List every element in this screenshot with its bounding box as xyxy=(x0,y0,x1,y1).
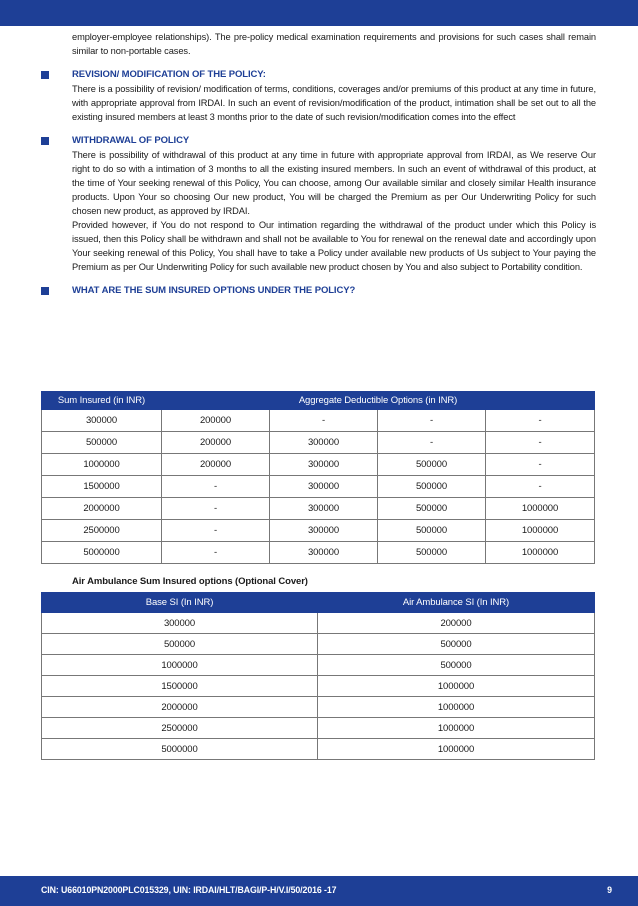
table-cell: 2500000 xyxy=(42,520,162,542)
table-cell: 200000 xyxy=(318,613,595,634)
air-ambulance-table xyxy=(41,592,595,760)
table-cell: 1000000 xyxy=(42,454,162,476)
document-body xyxy=(0,30,638,298)
table-cell: 200000 xyxy=(162,432,270,454)
table-cell: 1000000 xyxy=(318,718,595,739)
revision-paragraph: There is a possibility of revision/ modification of terms, conditions, coverages and/or premiums of this product at any time in future, with appropriate approval from IRDAI. In such an event of revision/modification of the product, intimation shall be set out to all the existing insured members at least 3 months prior to the date of such revision/modification comes into the effect xyxy=(72,84,596,122)
withdrawal-heading: WITHDRAWAL OF POLICY xyxy=(72,135,190,146)
table-cell: 5000000 xyxy=(42,739,318,760)
table-row xyxy=(42,454,595,476)
bullet-square-icon xyxy=(41,287,49,295)
table-cell: 1000000 xyxy=(486,542,595,564)
table-cell: 1500000 xyxy=(42,476,162,498)
table-cell: 200000 xyxy=(162,410,270,432)
table-row xyxy=(42,676,595,697)
table-cell: 2000000 xyxy=(42,697,318,718)
page-number: 9 xyxy=(607,885,612,895)
sum-insured-heading: WHAT ARE THE SUM INSURED OPTIONS UNDER THE POLICY? xyxy=(72,285,356,296)
table-row xyxy=(42,410,595,432)
table-cell: 300000 xyxy=(270,520,378,542)
withdrawal-section xyxy=(0,134,638,274)
revision-section xyxy=(0,68,638,124)
table-cell: 1500000 xyxy=(42,676,318,697)
table-row xyxy=(42,697,595,718)
air-ambulance-label: Air Ambulance Sum Insured options (Optional Cover) xyxy=(72,576,308,587)
table-cell: 300000 xyxy=(270,454,378,476)
table-cell: 300000 xyxy=(42,613,318,634)
table-cell: 300000 xyxy=(270,432,378,454)
table-row xyxy=(42,655,595,676)
intro-paragraph: employer-employee relationships). The pre-policy medical examination requirements and provisions for such cases shall remain similar to non-portable cases. xyxy=(72,32,596,56)
sum-insured-table xyxy=(41,391,595,564)
table-cell: - xyxy=(486,476,595,498)
table-cell: 5000000 xyxy=(42,542,162,564)
bullet-square-icon xyxy=(41,137,49,145)
table-cell: 1000000 xyxy=(486,498,595,520)
table-cell: - xyxy=(378,432,486,454)
table-cell: - xyxy=(162,520,270,542)
table-cell: 1000000 xyxy=(318,676,595,697)
table-cell: 500000 xyxy=(378,520,486,542)
table-row xyxy=(42,542,595,564)
table-header-row xyxy=(42,593,595,613)
table-cell: 500000 xyxy=(318,634,595,655)
table-cell: 500000 xyxy=(318,655,595,676)
footer-bar xyxy=(0,876,638,906)
table-cell: 500000 xyxy=(378,498,486,520)
table-cell: 300000 xyxy=(270,498,378,520)
revision-heading: REVISION/ MODIFICATION OF THE POLICY: xyxy=(72,69,266,80)
table-cell: 200000 xyxy=(162,454,270,476)
header-bar xyxy=(0,0,638,26)
table-cell: - xyxy=(162,476,270,498)
table-row xyxy=(42,520,595,542)
table-cell: - xyxy=(486,410,595,432)
table-cell: 2000000 xyxy=(42,498,162,520)
cin-uin-text: CIN: U66010PN2000PLC015329, UIN: IRDAI/HLT/BAGI/P-H/V.I/50/2016 -17 xyxy=(41,885,337,895)
table-cell: 1000000 xyxy=(42,655,318,676)
air-ambulance-si-column-header: Air Ambulance SI (In INR) xyxy=(318,593,595,613)
table-cell: - xyxy=(162,542,270,564)
bullet-square-icon xyxy=(41,71,49,79)
table-cell: 500000 xyxy=(378,542,486,564)
table-cell: - xyxy=(378,410,486,432)
table-row xyxy=(42,634,595,655)
table-cell: 500000 xyxy=(378,476,486,498)
table-row xyxy=(42,476,595,498)
table-row xyxy=(42,613,595,634)
table-cell: 500000 xyxy=(378,454,486,476)
base-si-column-header: Base SI (In INR) xyxy=(42,593,318,613)
table-row xyxy=(42,718,595,739)
table-cell: - xyxy=(486,454,595,476)
table-cell: 300000 xyxy=(42,410,162,432)
table-row xyxy=(42,432,595,454)
table-header-row xyxy=(42,392,595,410)
table-row xyxy=(42,498,595,520)
sum-insured-column-header: Sum Insured (in INR) xyxy=(42,392,162,410)
table-cell: 2500000 xyxy=(42,718,318,739)
deductible-column-header: Aggregate Deductible Options (in INR) xyxy=(162,392,595,410)
table-cell: 300000 xyxy=(270,542,378,564)
table-cell: 300000 xyxy=(270,476,378,498)
table-cell: 1000000 xyxy=(318,739,595,760)
table-cell: 1000000 xyxy=(486,520,595,542)
table-cell: - xyxy=(486,432,595,454)
table-cell: - xyxy=(270,410,378,432)
withdrawal-paragraph-2: Provided however, if You do not respond to Our intimation regarding the withdrawal of the product under which this Policy is issued, then this Policy shall be withdrawn and shall not be available to You for renewal on the renewal date and accordingly upon Your seeking renewal of this Policy, You shall have to take a Policy under available new products of Us subject to Your paying the Premium as per Our Underwriting Policy for such available new product chosen by You and also subject to Portability condition. xyxy=(72,220,596,272)
withdrawal-paragraph-1: There is possibility of withdrawal of this product at any time in future with appropriate approval from IRDAI, as We reserve Our right to do so with a intimation of 3 months to all the existing insured members. In such an event of withdrawal of this product, at the time of Your seeking renewal of this Policy, You can choose, among Our available similar and closely similar Health insurance products. Upon Your so choosing Our new product, You will be charged the Premium as per Our Underwriting Policy for such chosen new product, as approved by IRDAI. xyxy=(72,150,596,216)
sum-insured-section xyxy=(0,284,638,298)
table-cell: - xyxy=(162,498,270,520)
table-row xyxy=(42,739,595,760)
table-cell: 1000000 xyxy=(318,697,595,718)
table-cell: 500000 xyxy=(42,634,318,655)
table-cell: 500000 xyxy=(42,432,162,454)
